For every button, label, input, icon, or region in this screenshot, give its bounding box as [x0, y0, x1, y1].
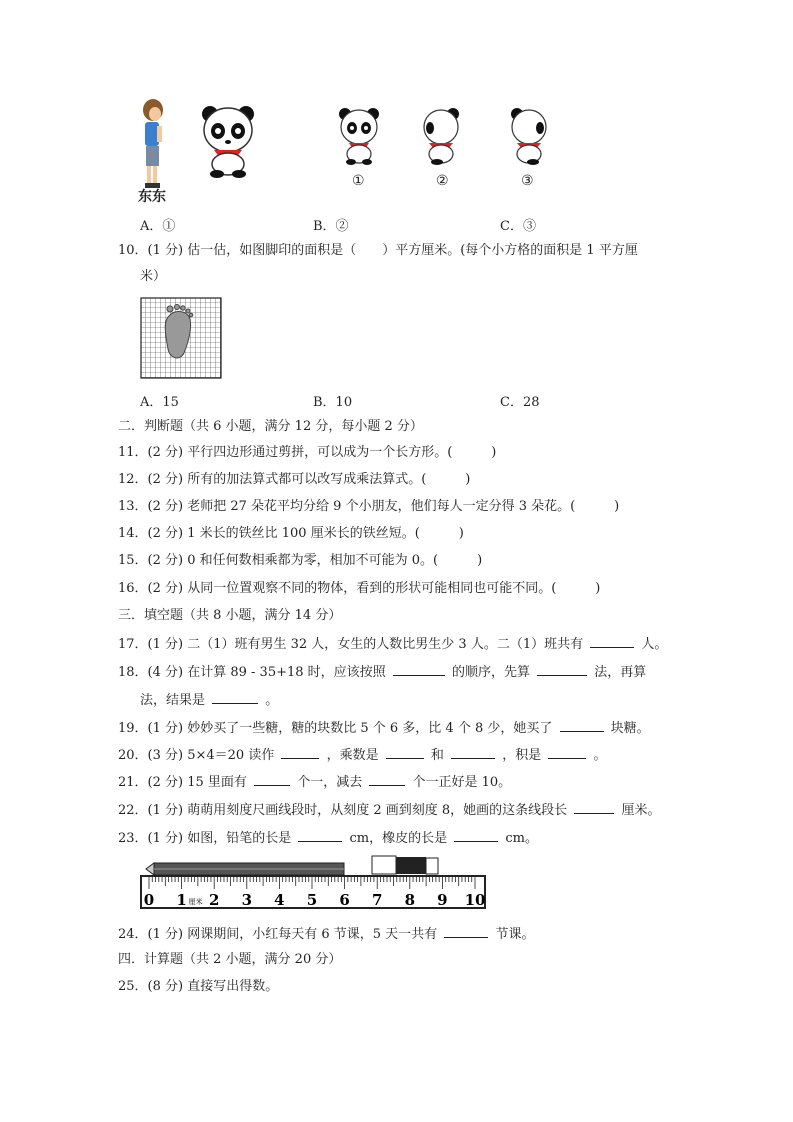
view-label-2: ②: [436, 173, 449, 189]
q18-blank-2[interactable]: [537, 662, 587, 676]
q24-blank[interactable]: [444, 924, 488, 938]
q17-blank[interactable]: [590, 634, 634, 648]
q16: 16．(2 分) 从同一位置观察不同的物体，看到的形状可能相同也可能不同。( ): [118, 581, 601, 596]
q18-text-c: 法，再算: [594, 665, 647, 680]
ruler-number: 1: [176, 891, 187, 909]
ruler-number: 7: [371, 891, 383, 909]
ruler-number: 6: [339, 891, 350, 909]
pencil: [146, 863, 344, 875]
ruler-number: 10: [464, 891, 486, 909]
q19-blank[interactable]: [560, 718, 604, 732]
q20-blank-2[interactable]: [386, 745, 424, 759]
q19-text-a: 19．(1 分) 妙妙买了一些糖，糖的块数比 5 个 6 多，比 4 个 8 少，她买了: [118, 721, 553, 736]
q18-text-e: 。: [265, 693, 279, 708]
q22-text-b: 厘米。: [621, 803, 661, 818]
q22: [118, 800, 660, 820]
ruler-number: 4: [274, 891, 285, 909]
q11: 11．(2 分) 平行四边形通过剪拼，可以成为一个长方形。( ): [118, 445, 497, 460]
panda-view-1: [338, 106, 380, 166]
q23-blank-2[interactable]: [454, 828, 498, 842]
q24-text-b: 节课。: [495, 927, 535, 942]
panda-view-3: [508, 106, 550, 166]
q23-text-c: cm。: [505, 831, 539, 846]
q21: [118, 772, 511, 792]
q22-blank[interactable]: [574, 800, 614, 814]
q20-blank-4[interactable]: [548, 745, 586, 759]
q10-option-a[interactable]: A．15: [140, 395, 179, 410]
q17-text-b: 人。: [641, 637, 668, 652]
q19-text-b: 块糖。: [610, 721, 650, 736]
ruler-number: 2: [208, 891, 220, 909]
q20-text-e: 。: [593, 748, 607, 763]
footprint-grid: [140, 297, 222, 379]
q18-blank-3[interactable]: [212, 690, 258, 704]
q23: [118, 828, 538, 848]
view-label-1: ①: [352, 173, 365, 189]
q20-blank-1[interactable]: [281, 745, 319, 759]
panda-figure: [200, 104, 256, 178]
q21-text-b: 个一，减去: [297, 775, 363, 790]
q21-blank-2[interactable]: [369, 772, 405, 786]
view-label-3: ③: [521, 173, 534, 189]
q24-text-a: 24．(1 分) 网课期间，小红每天有 6 节课，5 天一共有: [118, 927, 438, 942]
q21-text-a: 21．(2 分) 15 里面有: [118, 775, 247, 790]
q17: [118, 634, 667, 654]
q10-line1: 10．(1 分) 估一估，如图脚印的面积是（ ）平方厘米。(每个小方格的面积是 1 平方厘: [118, 243, 638, 258]
q23-text-a: 23．(1 分) 如图，铅笔的长是: [118, 831, 292, 846]
q18-text-a: 18．(4 分) 在计算 89 - 35+18 时，应该按照: [118, 665, 386, 680]
q17-text-a: 17．(1 分) 二（1）班有男生 32 人，女生的人数比男生少 3 人。二（1）班共有: [118, 637, 584, 652]
q9-option-b[interactable]: B．②: [313, 219, 349, 234]
q13: 13．(2 分) 老师把 27 朵花平均分给 9 个小朋友，他们每人一定分得 3 朵花。( ): [118, 499, 620, 514]
q12: 12．(2 分) 所有的加法算式都可以改写成乘法算式。( ): [118, 472, 471, 487]
q15: 15．(2 分) 0 和任何数相乘都为零，相加不可能为 0。( ): [118, 553, 483, 568]
ruler-number: 9: [437, 891, 448, 909]
q14: 14．(2 分) 1 米长的铁丝比 100 厘米长的铁丝短。( ): [118, 526, 464, 541]
person-label: 东东: [138, 189, 166, 205]
q18-text-b: 的顺序，先算: [451, 665, 530, 680]
ruler-number: 3: [241, 891, 253, 909]
q20-text-b: ，乘数是: [326, 748, 379, 763]
eraser: [372, 856, 438, 874]
q9-option-a[interactable]: A．①: [140, 219, 176, 234]
q10-option-b[interactable]: B．10: [313, 395, 353, 410]
ruler-figure: [140, 854, 486, 910]
ruler-unit-label: 厘米: [188, 898, 203, 906]
section2-heading: 二．判断题（共 6 小题，满分 12 分，每小题 2 分）: [118, 419, 423, 434]
section3-heading: 三．填空题（共 8 小题，满分 14 分）: [118, 608, 342, 623]
boy-figure: [138, 98, 168, 190]
q10-option-c[interactable]: C．28: [500, 395, 540, 410]
q18-blank-1[interactable]: [393, 662, 445, 676]
q20-blank-3[interactable]: [451, 745, 495, 759]
q20-text-a: 20．(3 分) 5×4＝20 读作: [118, 748, 275, 763]
ruler-number: 0: [143, 891, 155, 909]
ruler-number: 8: [404, 891, 416, 909]
q18: [118, 662, 646, 682]
q19: [118, 718, 650, 738]
q23-text-b: cm，橡皮的长是: [349, 831, 448, 846]
q25: 25．(8 分) 直接写出得数。: [118, 979, 279, 994]
q20-text-c: 和: [430, 748, 444, 763]
q24: [118, 924, 534, 944]
ruler-number: 5: [306, 891, 318, 909]
q18-text-d: 法，结果是: [140, 693, 206, 708]
q20-text-d: ，积是: [502, 748, 542, 763]
q21-blank-1[interactable]: [254, 772, 290, 786]
q20: [118, 745, 607, 765]
q9-option-c[interactable]: C．③: [500, 219, 536, 234]
q21-text-c: 个一正好是 10。: [412, 775, 512, 790]
q23-blank-1[interactable]: [298, 828, 342, 842]
q18-line2: [140, 690, 278, 710]
q22-text-a: 22．(1 分) 萌萌用刻度尺画线段时，从刻度 2 画到刻度 8，她画的这条线段长: [118, 803, 568, 818]
panda-view-2: [420, 106, 462, 166]
q10-line2: 米）: [140, 269, 167, 284]
section4-heading: 四．计算题（共 2 小题，满分 20 分）: [118, 952, 342, 967]
